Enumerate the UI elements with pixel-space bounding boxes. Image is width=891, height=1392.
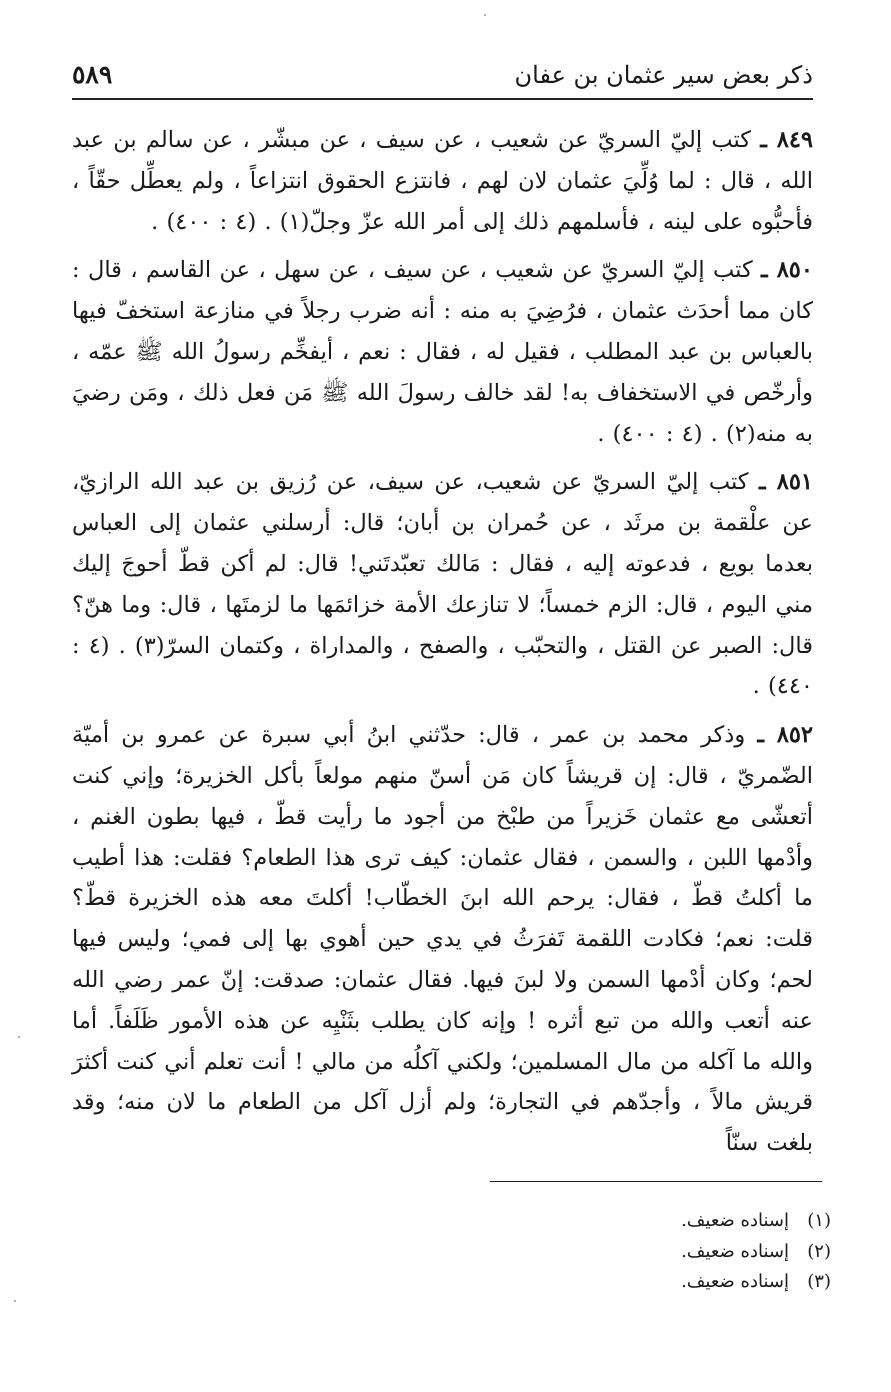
footnote-2 — [400, 1237, 831, 1268]
paragraph-text: وذكر محمد بن عمر ، قال: حدّثني ابنُ أبي سبرة عن عمرو بن أميّة الضّمريّ ، قال: إن قريشاً كان مَن أسنّ منهم مولعاً بأكل الخزيرة؛ وإني كنت أتعشّى مع عثمان خَزيراً من طبْخ من أجود ما رأيت قطّ ، فيها بطون الغنم ، وأدْمها اللبن ، والسمن ، فقال عثمان: كيف ترى هذا الطعام؟ فقلت: هذا أطيب ما أكلتُ قطّ ، فقال: يرحم الله ابنَ الخطّاب! أكلتَ معه هذه الخزيرة قطّ؟ قلت: نعم؛ فكادت اللقمة تَفرَثُ في يدي حين أهوي بها إلى فمي؛ وليس فيها لحم؛ وكان أدْمها السمن ولا لبنَ فيها. فقال عثمان: صدقت: إنّ عمر رضي الله عنه أتعب والله من تبع أثره ! وإنه كان يطلب بثَنْيِه عن هذه الأمور ظَلَفاً. أما والله ما آكله من مال المسلمين؛ ولكني آكلُه من مالي ! أنت تعلم أني كنت أكثرَ قريش مالاً ، وأجدّهم في التجارة؛ ولم أزل آكل من الطعام ما لان منه؛ وقد بلغت سنّاً — [72, 722, 813, 1157]
footnote-text: إسناده ضعيف. — [681, 1271, 789, 1292]
paragraph-850 — [72, 250, 813, 454]
footnote-text: إسناده ضعيف. — [681, 1210, 789, 1231]
page-header — [72, 58, 813, 100]
paragraph-852 — [72, 715, 813, 1164]
scan-speck — [18, 1036, 20, 1038]
footnote-number: (٣) — [807, 1271, 831, 1292]
page-number: ٥٨٩ — [72, 60, 113, 89]
paragraph-text: كتب إليّ السريّ عن شعيب ، عن سيف ، عن مبشّر ، عن سالم بن عبد الله ، قال : لما وُلِّيَ عثمان لان لهم ، فانتزع الحقوق انتزاعاً ، ولم يعطِّل حقّاً ، فأحبُّوه على لينه ، فأسلمهم ذلك إلى أمر الله عزّ وجلّ(١) . (٤ : ٤٠٠) . — [72, 127, 813, 235]
scan-speck — [14, 1300, 16, 1302]
footnote-text: إسناده ضعيف. — [681, 1240, 789, 1262]
footnote-1 — [400, 1206, 831, 1237]
paragraph-849 — [72, 120, 813, 242]
entry-number: ٨٤٩ ـ — [760, 127, 813, 153]
paragraph-text: كتب إليّ السريّ عن شعيب ، عن سيف ، عن سهل ، عن القاسم ، قال : كان مما أحدَث عثمان ، فرُضِيَ به منه : أنه ضرب رجلاً في منازعة استخفّ فيها بالعباس بن عبد المطلب ، فقيل له ، فقال : نعم ، أيفخِّم رسولُ الله ﷺ عمّه ، وأرخّص في الاستخفاف به! لقد خالف رسولَ الله ﷺ مَن فعل ذلك ، ومَن رضيَ به منه(٢) . (٤ : ٤٠٠) . — [72, 257, 813, 447]
paragraph-text: كتب إليّ السريّ عن شعيب، عن سيف، عن رُزيق بن عبد الله الرازيّ، عن علْقمة بن مرثَد ، عن حُمران بن أبان؛ قال: أرسلني عثمان إلى العباس بعدما بويع ، فدعوته إليه ، فقال : مَالك تعبّدتَني! قال: لم أكن قطّ أحوجَ إليك مني اليوم ، قال: الزم خمساً؛ لا تنازعك الأمة خزائمَها ما لزمتَها ، قال: وما هنّ؟ قال: الصبر عن القتل ، والتحبّب ، والصفح ، والمداراة ، وكتمان السرّ(٣) . (٤ : ٤٤٠) . — [72, 469, 813, 700]
footnote-number: (١) — [807, 1210, 831, 1231]
footnotes — [400, 1206, 831, 1298]
entry-number: ٨٥٢ ـ — [757, 722, 813, 749]
running-title: ذكر بعض سير عثمان بن عفان — [514, 61, 813, 89]
entry-number: ٨٥١ ـ — [758, 469, 813, 496]
scan-speck — [484, 14, 486, 16]
main-text — [72, 120, 813, 1172]
entry-number: ٨٥٠ ـ — [761, 257, 813, 284]
footnote-number: (٢) — [807, 1240, 831, 1262]
paragraph-851 — [72, 462, 813, 707]
footnote-3 — [400, 1267, 831, 1298]
footnote-separator — [490, 1181, 822, 1182]
